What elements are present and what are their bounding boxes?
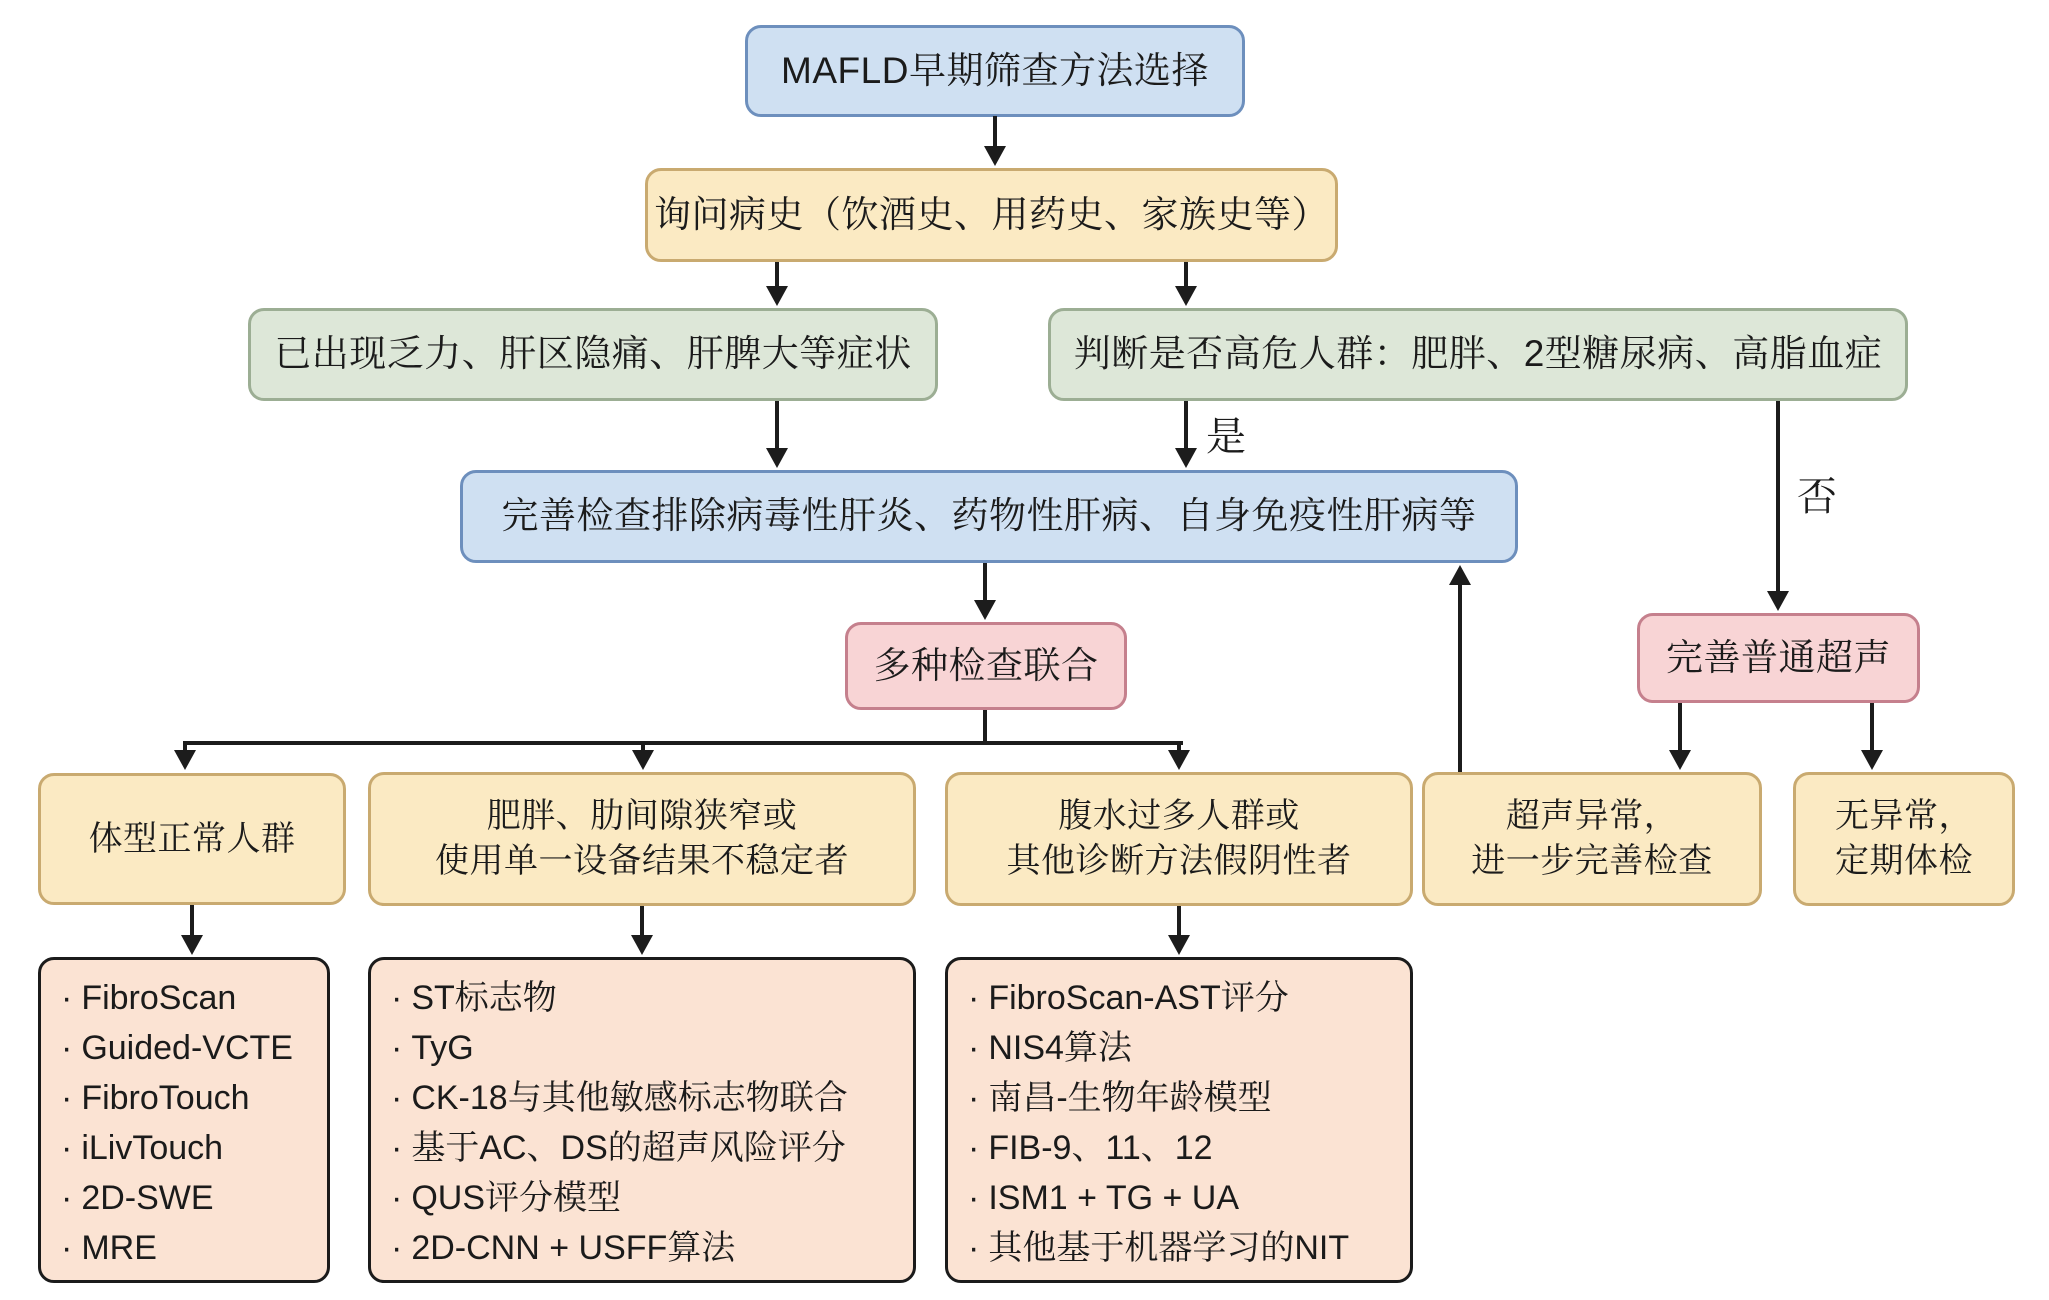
node-high-risk: 判断是否高危人群：肥胖、2型糖尿病、高脂血症 xyxy=(1048,308,1908,401)
node-symptoms: 已出现乏力、肝区隐痛、肝脾大等症状 xyxy=(248,308,938,401)
list-item: · Guided-VCTE xyxy=(61,1023,319,1073)
node-ascites xyxy=(945,772,1413,906)
node-exclude: 完善检查排除病毒性肝炎、药物性肝病、自身免疫性肝病等 xyxy=(460,470,1518,563)
list-item: · 2D-SWE xyxy=(61,1173,319,1223)
node-obese xyxy=(368,772,916,906)
list-item: · 南昌-生物年龄模型 xyxy=(968,1073,1402,1123)
list-item: · ISM1 + TG + UA xyxy=(968,1173,1402,1223)
node-us-abnormal-line2: 进一步完善检查 xyxy=(1471,842,1713,880)
list-item: · TyG xyxy=(391,1023,905,1073)
list-item: · 基于AC、DS的超声风险评分 xyxy=(391,1123,905,1173)
node-us-normal xyxy=(1793,772,2015,906)
list-item: · 其他基于机器学习的NIT xyxy=(968,1223,1402,1273)
node-obese-line2: 使用单一设备结果不稳定者 xyxy=(435,842,849,880)
node-screening: MAFLD早期筛查方法选择 xyxy=(745,25,1245,117)
node-ascites-line2: 其他诊断方法假阴性者 xyxy=(1006,842,1352,880)
list-item: · iLivTouch xyxy=(61,1123,319,1173)
list-item: · QUS评分模型 xyxy=(391,1173,905,1223)
node-ultrasound: 完善普通超声 xyxy=(1637,613,1920,703)
node-us-abnormal-line1: 超声异常， xyxy=(1505,797,1679,836)
list-normal-body-methods xyxy=(38,957,330,1283)
list-item: · CK-18与其他敏感标志物联合 xyxy=(391,1073,905,1123)
list-item: · FibroScan xyxy=(61,973,319,1023)
list-obese-methods xyxy=(368,957,916,1283)
list-item: · 2D-CNN + USFF算法 xyxy=(391,1223,905,1273)
node-us-abnormal xyxy=(1422,772,1762,906)
node-obese-line1: 肥胖、肋间隙狭窄或 xyxy=(486,797,798,836)
list-item: · MRE xyxy=(61,1223,319,1273)
list-item: · NIS4算法 xyxy=(968,1023,1402,1073)
node-us-normal-line1: 无异常， xyxy=(1835,797,1973,836)
edge-label-yes: 是 xyxy=(1206,415,1246,459)
node-ascites-line1: 腹水过多人群或 xyxy=(1058,797,1300,836)
list-item: · FIB-9、11、12 xyxy=(968,1123,1402,1173)
node-combined: 多种检查联合 xyxy=(845,622,1127,710)
node-normal-body: 体型正常人群 xyxy=(38,773,346,905)
list-item: · ST标志物 xyxy=(391,973,905,1023)
node-us-normal-line2: 定期体检 xyxy=(1835,842,1973,880)
edge-label-no: 否 xyxy=(1797,475,1837,519)
list-item: · FibroTouch xyxy=(61,1073,319,1123)
list-item: · FibroScan-AST评分 xyxy=(968,973,1402,1023)
node-history: 询问病史（饮酒史、用药史、家族史等） xyxy=(645,168,1338,262)
list-ascites-methods xyxy=(945,957,1413,1283)
